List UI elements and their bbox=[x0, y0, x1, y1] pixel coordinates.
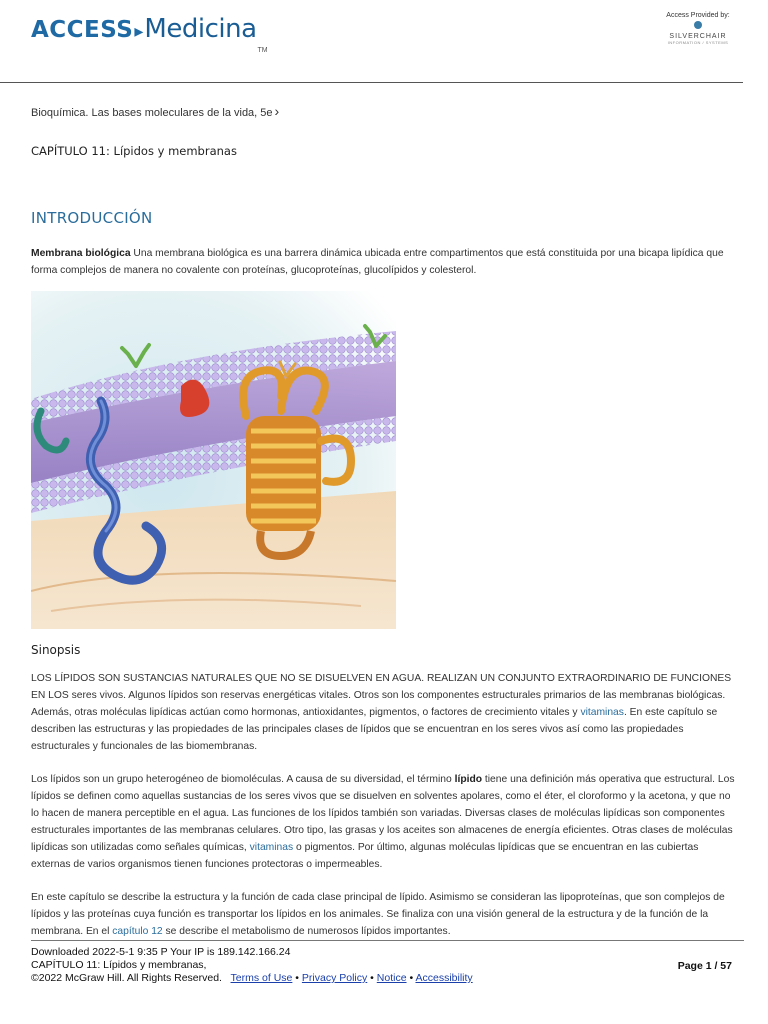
footer-sep-2: • bbox=[367, 972, 377, 984]
provided-by-label: Access Provided by: bbox=[666, 12, 730, 19]
silverchair-logo-icon bbox=[694, 21, 702, 29]
p3-text-a: En este capítulo se describe la estructura y la función de cada clase principal de lípido. Asimismo se consideran las lipoproteínas, que son complejos de lípidos y las proteínas cuya función es transportar los lípidos en los animales. Se finaliza con una visión general de la estructura y de la función de la membrana. En el bbox=[31, 892, 725, 937]
membrane-illustration bbox=[31, 291, 396, 629]
link-vitaminas-1[interactable]: vitaminas bbox=[580, 707, 624, 718]
breadcrumb-book[interactable]: Bioquímica. Las bases moleculares de la vida, 5e bbox=[31, 107, 273, 119]
footer-downloaded: Downloaded 2022-5-1 9:35 P Your IP is 189.142.166.24 bbox=[31, 946, 291, 958]
header-divider bbox=[0, 82, 743, 83]
chevron-right-icon: › bbox=[274, 103, 280, 119]
footer-copyright: ©2022 McGraw Hill. All Rights Reserved. bbox=[31, 972, 222, 984]
breadcrumb[interactable] bbox=[31, 103, 279, 119]
logo-tm: TM bbox=[257, 47, 268, 54]
sinopsis-heading: Sinopsis bbox=[31, 643, 81, 657]
paragraph-3 bbox=[31, 889, 737, 940]
privacy-policy-link[interactable]: Privacy Policy bbox=[301, 972, 368, 984]
definition-paragraph bbox=[31, 245, 737, 279]
link-capitulo-12[interactable]: capítulo 12 bbox=[112, 926, 163, 937]
accessmedicina-logo[interactable] bbox=[31, 14, 268, 54]
section-title: INTRODUCCIÓN bbox=[31, 209, 153, 227]
provider-name: SILVERCHAIR bbox=[669, 33, 727, 40]
definition-text: Una membrana biológica es una barrera dinámica ubicada entre compartimentos que está constituida por una bicapa lipídica que forma complejos de manera no covalente con proteínas, glucoproteínas, glucolípidos y colesterol. bbox=[31, 248, 724, 276]
p2-text-b: tiene una definición más operativa que estructural. Los lípidos se definen como aquellas sustancias de los seres vivos que se disuelven en solventes apolares, como el éter, el cloroformo y la acetona, y que no lo hacen de manera perceptible en el agua. Las funciones de los lípidos también son variadas. Diversas clases de moléculas lipídicas son componentes estructurales importantes de las membranas celulares. Otro tipo, las grasas y los aceites son almacenes de energía eficientes. Otras clases de moléculas lipídicas son utilizadas como señales químicas, bbox=[31, 774, 735, 853]
p2-text-c: o pigmentos. Por último, algunas moléculas lipídicas que se encuentran en las cubiertas externas de varios organismos tienen funciones protectoras o impermeables. bbox=[31, 842, 699, 870]
notice-link[interactable]: Notice bbox=[376, 972, 407, 984]
footer-divider bbox=[31, 940, 744, 941]
chapter-title: CAPÍTULO 11: Lípidos y membranas bbox=[31, 144, 237, 158]
paragraph-1 bbox=[31, 670, 737, 755]
footer-chapter: CAPÍTULO 11: Lípidos y membranas, bbox=[31, 959, 207, 971]
footer-sep-1: • bbox=[292, 972, 302, 984]
term-lipido: lípido bbox=[454, 774, 483, 785]
link-vitaminas-2[interactable]: vitaminas bbox=[249, 842, 294, 853]
p1-text-b: . En este capítulo se describen las estructuras y las propiedades de las principales clases de lípidos que se encuentran en los seres vivos así como las propiedades estructurales y funcionales de las biomembranas. bbox=[31, 707, 718, 752]
logo-access-text: ACCESS bbox=[31, 17, 134, 43]
p1-text-a: LOS LÍPIDOS SON SUSTANCIAS NATURALES QUE NO SE DISUELVEN EN AGUA. REALIZAN UN CONJUNTO EXTRAORDINARIO DE FUNCIONES EN LOS seres vivos. Algunos lípidos son reservas energéticas vitales. Otros son los componentes estructurales primarios de las membranas biológicas. Además, otras moléculas lipídicas actúan como hormonas, antioxidantes, pigmentos, o factores de crecimiento vitales y bbox=[31, 673, 732, 718]
footer bbox=[31, 946, 473, 985]
access-provided-by bbox=[658, 12, 738, 45]
page-number: Page 1 / 57 bbox=[677, 960, 732, 972]
logo-medicina-text: Medicina bbox=[144, 14, 257, 44]
logo-arrow-icon: ▸ bbox=[134, 21, 144, 41]
terms-of-use-link[interactable]: Terms of Use bbox=[230, 972, 293, 984]
definition-term: Membrana biológica bbox=[31, 248, 131, 259]
paragraph-2 bbox=[31, 771, 737, 873]
footer-copyright-row bbox=[31, 972, 473, 985]
footer-sep-3: • bbox=[406, 972, 416, 984]
p2-text-a: Los lípidos son un grupo heterogéneo de biomoléculas. A causa de su diversidad, el término bbox=[31, 774, 455, 785]
provider-sub: INFORMATION / SYSTEMS bbox=[667, 40, 729, 45]
p3-text-b: se describe el metabolismo de numerosos lípidos importantes. bbox=[162, 926, 451, 937]
accessibility-link[interactable]: Accessibility bbox=[415, 972, 473, 984]
